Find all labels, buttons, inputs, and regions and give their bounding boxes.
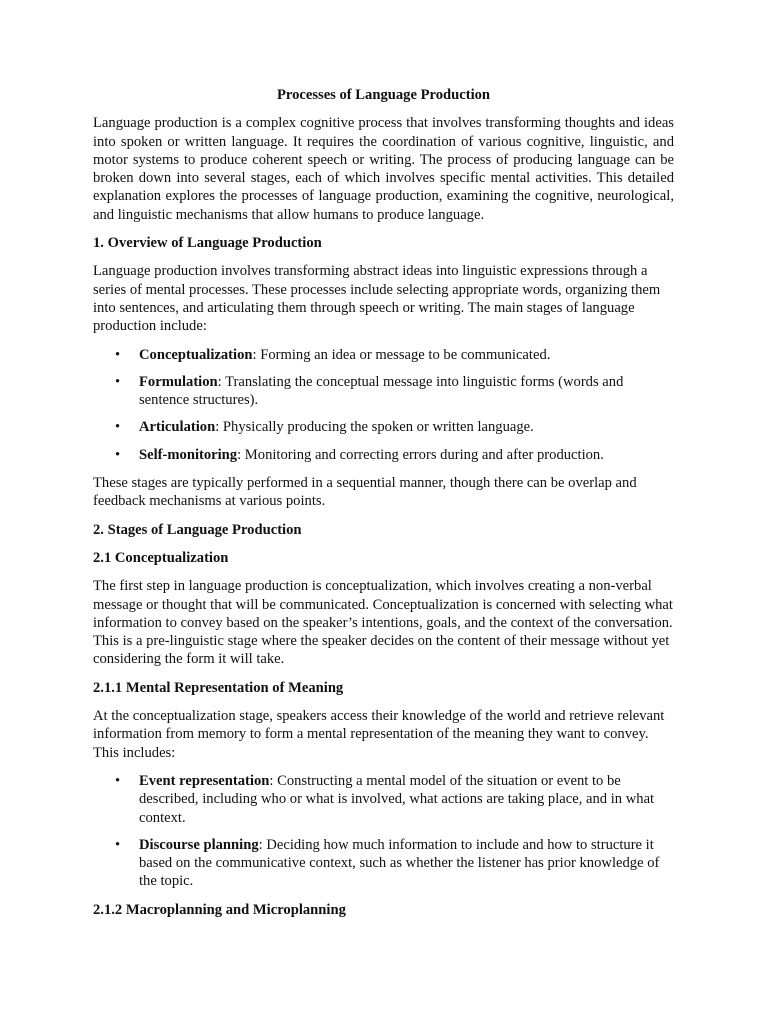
list-item [139,346,674,364]
section-2-1-1-paragraph: At the conceptualization stage, speakers access their knowledge of the world and retrieve relevant information from memory to form a mental representation of the meaning they want to convey. This includes: [93,708,665,761]
list-item [139,446,674,464]
section-2-1-1-heading: 2.1.1 Mental Representation of Meaning [93,679,344,696]
list-item [139,772,674,827]
list-item-term: Discourse planning [139,836,259,853]
section-1-heading: 1. Overview of Language Production [93,235,322,252]
list-item-term: Articulation [139,419,216,436]
list-item-text: : Monitoring and correcting errors during and after production. [237,446,604,463]
list-item-text: : Deciding how much information to include and how to structure it based on the communicative context, such as whether the listener has prior knowledge of the topic. [139,836,660,890]
section-2-1-paragraph: The first step in language production is conceptualization, which involves creating a non-verbal message or thought that will be communicated. Conceptualization is concerned with selecting what information to convey based on the speaker’s intentions, goals, and the context of the conversation. This is a pre-linguistic stage where the speaker decides on the content of their message without yet considering the form it will take. [93,578,673,668]
list-item-term: Self-monitoring [139,446,238,463]
list-item [139,418,674,436]
list-item-term: Event representation [139,772,270,789]
list-item-term: Conceptualization [139,346,253,363]
document-title: Processes of Language Production [276,87,491,103]
list-item-text: : Forming an idea or message to be communicated. [252,346,551,363]
section-2-1-heading: 2.1 Conceptualization [93,549,229,566]
list-item-term: Formulation [139,373,218,390]
section-2-heading: 2. Stages of Language Production [93,521,302,538]
document-page [93,86,674,929]
stages-list [93,346,674,464]
section-1-paragraph: Language production involves transforming abstract ideas into linguistic expressions through a series of mental processes. These processes include selecting appropriate words, organizing them into sentences, and articulating them through speech or writing. The main stages of language production include: [93,263,661,335]
list-item [139,836,674,891]
list-item-text: : Constructing a mental model of the situation or event to be described, including who or what is involved, what actions are taking place, and in what context. [139,772,655,826]
intro-paragraph: Language production is a complex cognitive process that involves transforming thoughts and ideas into spoken or written language. It requires the coordination of various cognitive, linguistic, and motor systems to produce coherent speech or writing. The process of producing language can be broken down into several stages, each of which involves specific mental activities. This detailed explanation explores the processes of language production, examining the cognitive, neurological, and linguistic mechanisms that allow humans to produce language. [93,115,674,223]
section-2-1-2-heading: 2.1.2 Macroplanning and Microplanning [93,901,346,918]
section-1-closing: These stages are typically performed in a sequential manner, though there can be overlap and feedback mechanisms at various points. [93,475,637,510]
list-item-text: : Translating the conceptual message into linguistic forms (words and sentence structures). [139,373,624,409]
list-item-text: : Physically producing the spoken or written language. [215,419,534,436]
meaning-list [93,772,674,891]
list-item [139,373,674,410]
